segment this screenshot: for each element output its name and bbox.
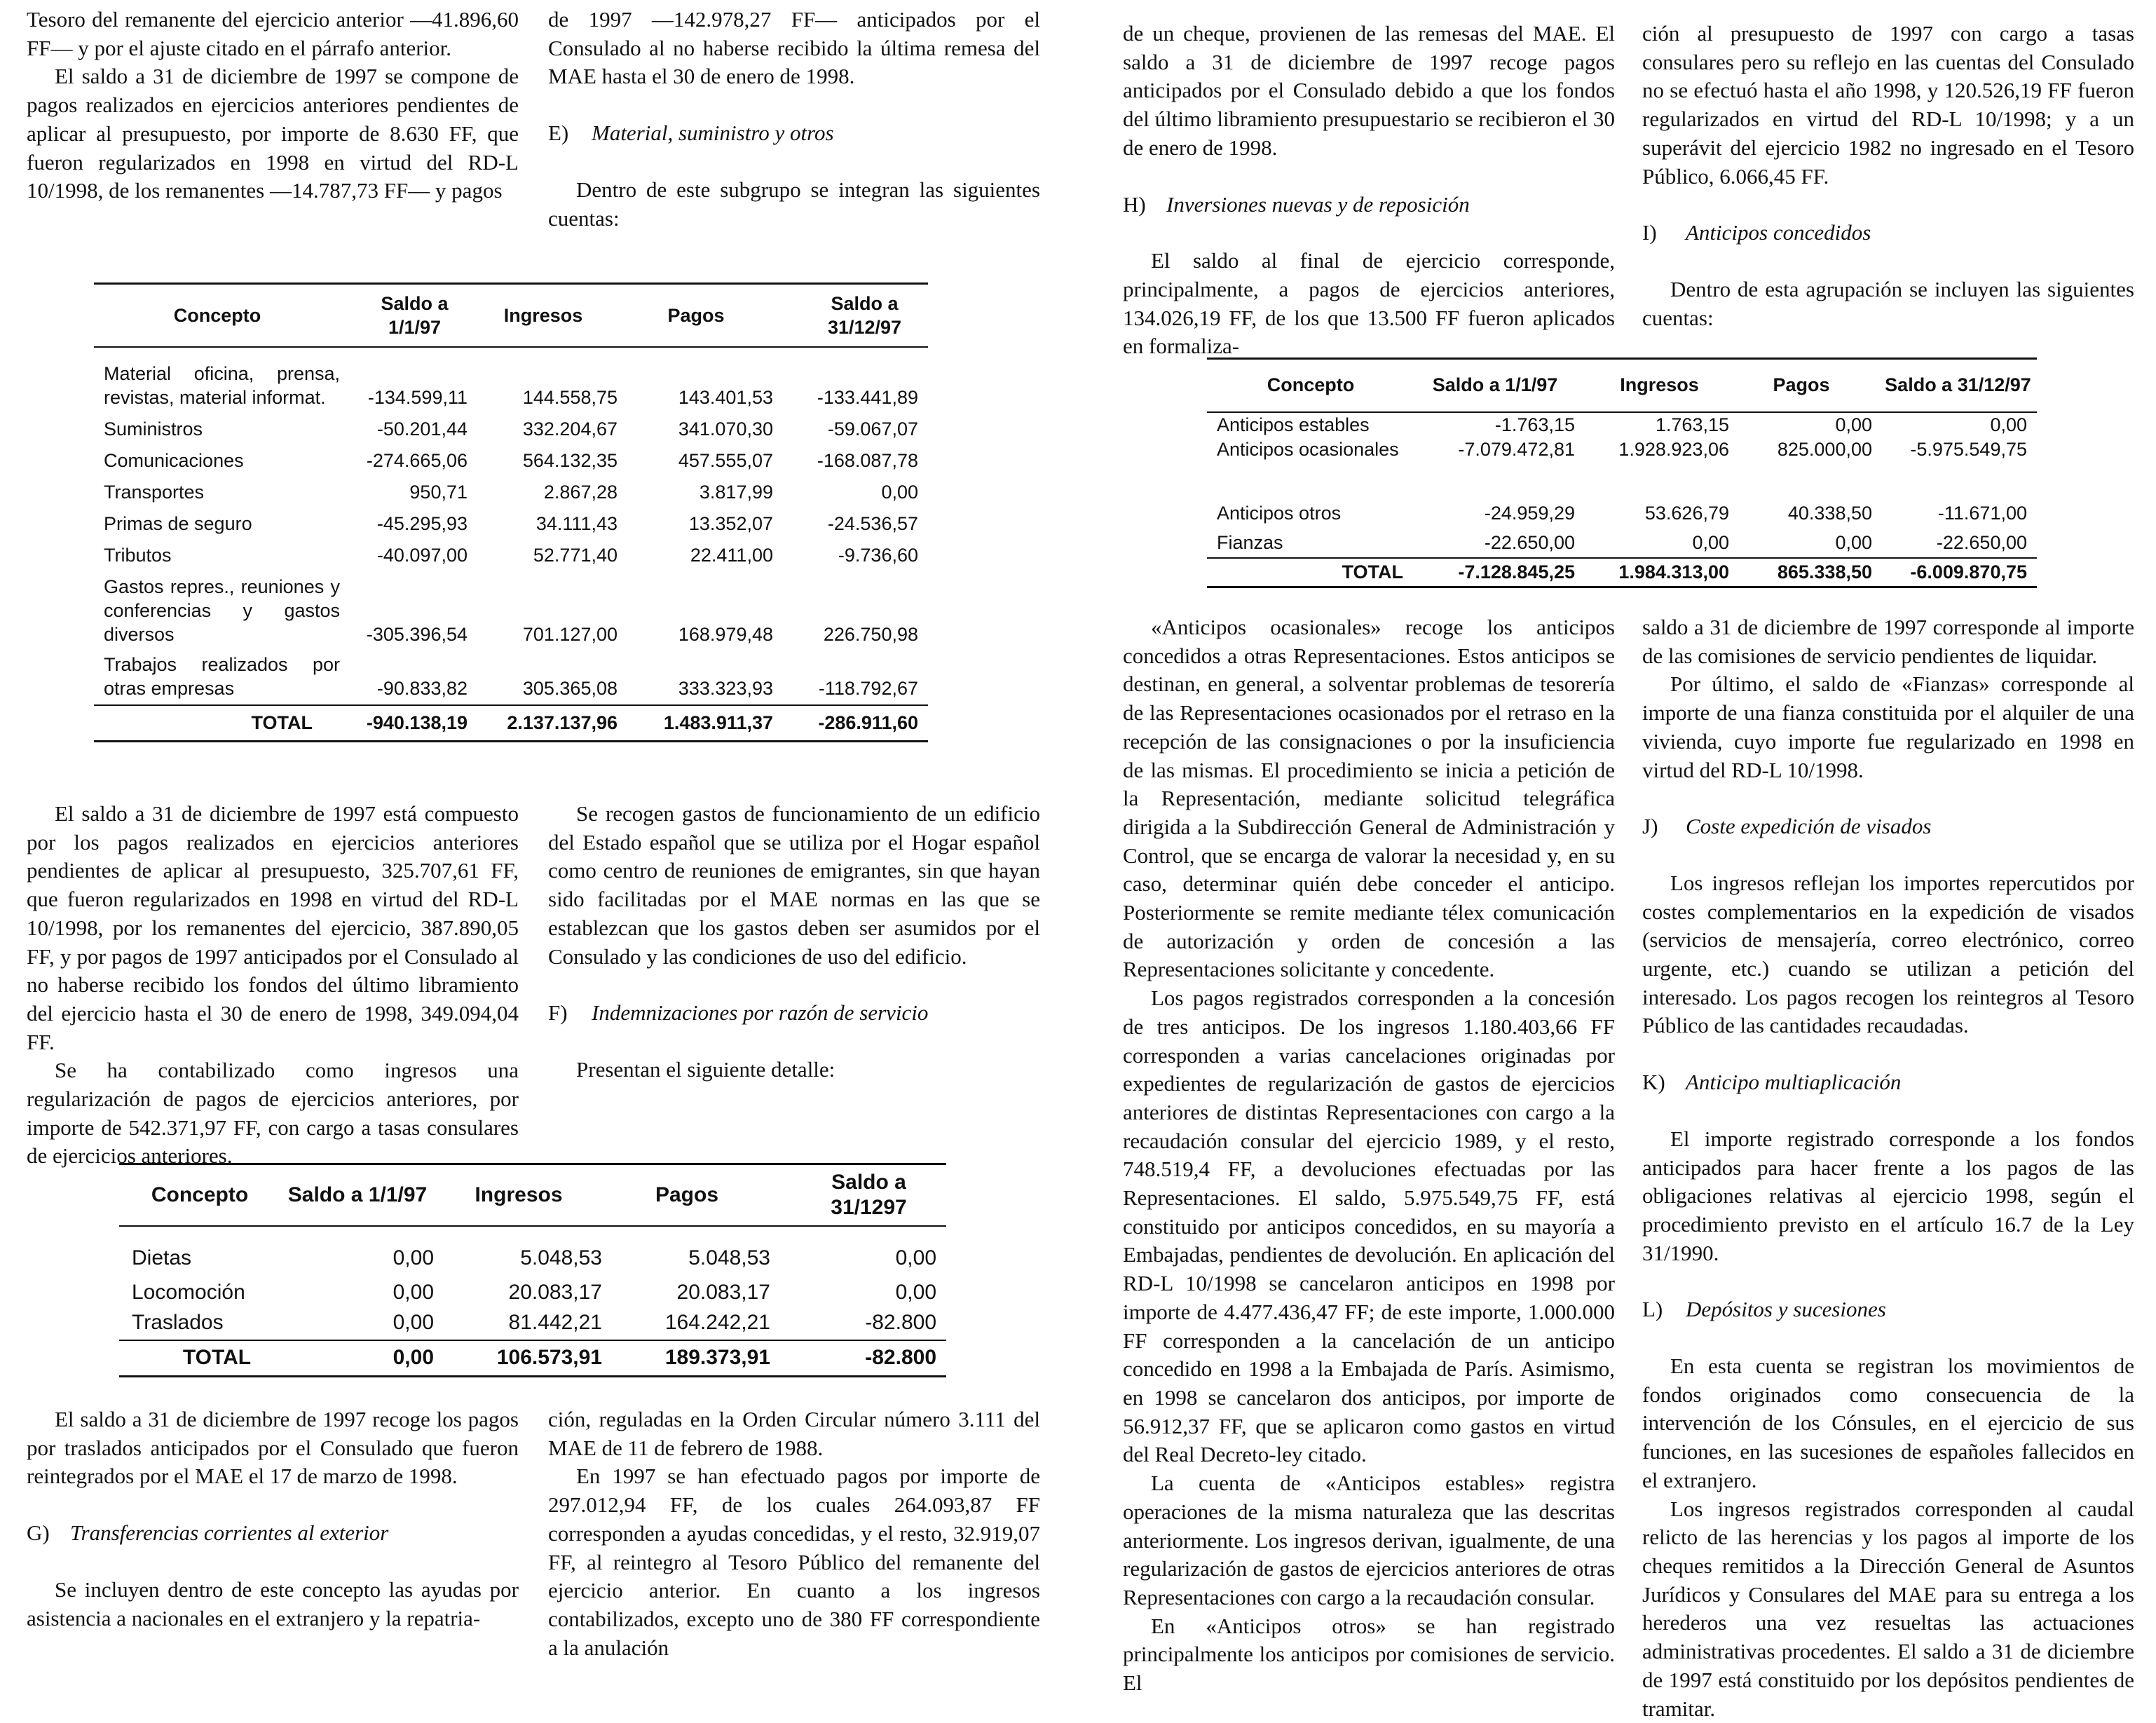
table-header: Concepto [1267, 374, 1355, 396]
paragraph: La cuenta de «Anticipos estables» registra operaciones de la misma naturaleza que las descritas anteriormente. Los ingresos derivan, igualmente, de una regularización de gastos de ejercicios anteriores de otras Representaciones con cargo a la recaudación consular. [1123, 1471, 1615, 1609]
table-row: Primas de seguro -45.295,93 34.111,43 13.352,07 -24.536,57 [104, 512, 918, 534]
paragraph: ción, reguladas en la Orden Circular número 3.111 del MAE de 11 de febrero de 1988. [548, 1407, 1040, 1460]
section-heading-l: L) Depósitos y sucesiones [1642, 1297, 1886, 1322]
right-col2-bottom [1642, 613, 2134, 1723]
table-header: Saldo a 1/1/97 [1432, 374, 1558, 396]
paragraph: El saldo a 31 de diciembre de 1997 se compone de pagos realizados en ejercicios anteriores pendientes de aplicar al presupuesto, por importe de 8.630 FF, que fueron regularizados en 1998 en virtud del RD-L 10/1998, de los remanentes —14.787,73 FF— y pagos [27, 64, 519, 203]
paragraph: Presentan el siguiente detalle: [576, 1056, 835, 1082]
table-anticipos-concedidos [1207, 357, 2037, 588]
table-header: Saldo a 1/1/97 [287, 1183, 428, 1206]
section-heading-j: J) Coste expedición de visados [1642, 814, 1932, 839]
table-header: Ingresos [475, 1183, 563, 1206]
table-row: Anticipos ocasionales -7.079.472,81 1.928.923,06 825.000,00 -5.975.549,75 [1217, 438, 2027, 460]
paragraph: saldo a 31 de diciembre de 1997 corresponde al importe de las comisiones de servicio pendientes de liquidar. [1642, 615, 2134, 668]
table-total-row: TOTAL -7.128.845,25 1.984.313,00 865.338,50 -6.009.870,75 [1342, 561, 2027, 583]
paragraph: El saldo a 31 de diciembre de 1997 está compuesto por los pagos realizados en ejercicios anteriores pendientes de aplicar al presupuesto, 325.707,61 FF, que fueron regularizados en 1998 en virtud del RD-L 10/1998, por los remanentes del ejercicio, 387.890,05 FF, y por pagos de 1997 anticipados por el Consulado al no haberse recibido los fondos del último libramiento del ejercicio hasta el 30 de enero de 1998, 349.094,04 FF. [27, 801, 519, 1054]
paragraph: de 1997 —142.978,27 FF— anticipados por el Consulado al no haberse recibido la última remesa del MAE hasta el 30 de enero de 1998. [548, 7, 1040, 89]
table-header: Pagos [655, 1183, 719, 1206]
paragraph: El saldo a 31 de diciembre de 1997 recoge los pagos por traslados anticipados por el Consulado que fueron reintegrados por el MAE el 17 de marzo de 1998. [27, 1407, 519, 1489]
paragraph: ción al presupuesto de 1997 con cargo a tasas consulares pero su reflejo en las cuentas del Consulado no se efectuó hasta el año 1998, y 120.526,19 FF fueron regularizados en virtud del RD-L 10/1998; y a un superávit del ejercicio 1982 no ingresado en el Tesoro Público, 6.066,45 FF. [1642, 21, 2134, 189]
paragraph: Tesoro del remanente del ejercicio anterior —41.896,60 FF— y por el ajuste citado en el párrafo anterior. [27, 7, 519, 60]
right-col1-top [1123, 20, 1615, 361]
section-heading-i: I) Anticipos concedidos [1642, 220, 1871, 245]
table-row: Gastos repres., reuniones y conferencias y gastos diversos -305.396,54 701.127,00 168.979,48 226.750,98 [104, 576, 918, 645]
paragraph: Los ingresos reflejan los importes repercutidos por costes complementarios en la expedición de visados (servicios de mensajería, correo electrónico, correo urgente, etc.) cuando se utilizan a petición del interesado. Los pagos recogen los reintegros al Tesoro Público de las cantidades recaudadas. [1642, 870, 2134, 1038]
table-row: Suministros -50.201,44 332.204,67 341.070,30 -59.067,07 [104, 418, 918, 440]
paragraph: Se incluyen dentro de este concepto las ayudas por asistencia a nacionales en el extranjero y la repatria- [27, 1576, 519, 1630]
right-col2-top [1642, 20, 2134, 332]
paragraph: En esta cuenta se registran los movimientos de fondos originados como consecuencia de la intervención de los Cónsules, en el ejercicio de sus funciones, en las sucesiones de españoles fallecidos en el extranjero. [1642, 1354, 2134, 1492]
paragraph: Los ingresos registrados corresponden al caudal relicto de las herencias y los pagos al importe de los cheques remitidos a la Dirección General de Asuntos Jurídicos y Consulares del MAE para su entrega a los herederos una vez resueltas las actuaciones administrativas procedentes. El saldo a 31 de diciembre de 1997 está constituido por los depósitos pendientes de tramitar. [1642, 1496, 2134, 1721]
table-header: Concepto [173, 304, 261, 326]
table-header: Saldo a 31/12/97 [827, 292, 902, 338]
paragraph: Los pagos registrados corresponden a la concesión de tres anticipos. De los ingresos 1.180.403,66 FF corresponden a varias cancelaciones originadas por expedientes de regularización de gastos de ejercicios anteriores de distintas Representaciones con cargo a la recaudación consular del ejercicio 1989, y el resto, 748.519,4 FF, a devoluciones efectuadas por las Representaciones. El saldo, 5.975.549,75 FF, está constituido por anticipos concedidos, en su mayoría a Embajadas, pendientes de devolución. En aplicación del RD-L 10/1998 se cancelaron anticipos en 1998 por importe de 4.477.436,47 FF; de este importe, 1.000.000 FF corresponden a la cancelación de un anticipo concedido en 1998 a la Embajada de París. Asimismo, en 1998 se cancelaron dos anticipos, por importe de 56.912,37 FF, que se aplicaron como gastos en virtud del Real Decreto-ley citado. [1123, 986, 1615, 1467]
table-total-row: TOTAL -940.138,19 2.137.137,96 1.483.911,37 -286.911,60 [251, 712, 918, 734]
paragraph: En «Anticipos otros» se han registrado principalmente los anticipos por comisiones de servicio. El [1123, 1613, 1615, 1696]
table-row: Locomoción 0,00 20.083,17 20.083,17 0,00 [132, 1280, 936, 1304]
right-col1-bottom [1123, 613, 1615, 1698]
section-heading-k: K) Anticipo multiaplicación [1642, 1070, 1902, 1095]
table-row: Comunicaciones -274.665,06 564.132,35 457.555,07 -168.087,78 [104, 449, 918, 471]
left-col1-mid [27, 800, 519, 1171]
left-col1-top [27, 6, 519, 205]
paragraph: «Anticipos ocasionales» recoge los anticipos concedidos a otras Representaciones. Estos anticipos se destinan, en general, a solventar problemas de tesorería de las Representaciones ocasionados por el retraso en la recepción de las consignaciones o por la insuficiencia de las mismas. El procedimiento se inicia a petición de la Representación, mediante solicitud telegráfica dirigida a la Subdirección General de Administración y Control, que se encarga de valorar la necesidad y, en su caso, determinar quién debe conceder el anticipo. Posteriormente se remite mediante télex comunicación de autorización y orden de concesión a las Representaciones solicitante y concedente. [1123, 615, 1615, 982]
table-header: Concepto [151, 1183, 249, 1206]
paragraph: Se recogen gastos de funcionamiento de un edificio del Estado español que se utiliza por el Hogar español como centro de reuniones de emigrantes, sin que hayan sido facilitadas por el MAE normas en las que se establezcan que los gastos deben ser asumidos por el Consulado y las condiciones de uso del edificio. [548, 801, 1040, 969]
section-heading-h: H) Inversiones nuevas y de reposición [1123, 191, 1470, 217]
table-row: Trabajos realizados por otras empresas -90.833,82 305.365,08 333.323,93 -118.792,67 [94, 647, 928, 705]
table-header: Saldo a 1/1/97 [381, 292, 449, 338]
table-total-row: TOTAL 0,00 106.573,91 189.373,91 -82.800 [182, 1346, 936, 1370]
paragraph: Por último, el saldo de «Fianzas» corresponde al importe de una fianza constituida por el alquiler de una vivienda, cuyo importe fue regularizado en 1998 en virtud del RD-L 10/1998. [1642, 672, 2134, 782]
left-col2-mid [548, 800, 1040, 1084]
paragraph: El importe registrado corresponde a los fondos anticipados para hacer frente a los pagos de las obligaciones relativas al ejercicio 1998, según el procedimiento previsto en el artículo 16.7 de la Ley 31/1990. [1642, 1126, 2134, 1265]
section-heading-f: F) Indemnizaciones por razón de servicio [548, 1000, 929, 1026]
table-row: Anticipos otros -24.959,29 53.626,79 40.338,50 -11.671,00 [1217, 502, 2027, 524]
table-row: Anticipos estables -1.763,15 1.763,15 0,00 0,00 [1217, 414, 2027, 435]
table-material-suministro [94, 282, 928, 742]
left-col2-bottom [548, 1405, 1040, 1662]
paragraph: Dentro de este subgrupo se integran las siguientes cuentas: [548, 177, 1040, 231]
table-header: Pagos [667, 304, 725, 326]
left-col2-top [548, 6, 1040, 233]
table-header: Ingresos [503, 304, 583, 326]
table-row: Fianzas -22.650,00 0,00 0,00 -22.650,00 [1207, 526, 2037, 558]
table-row: Tributos -40.097,00 52.771,40 22.411,00 -9.736,60 [104, 544, 918, 566]
table-row: Dietas 0,00 5.048,53 5.048,53 0,00 [132, 1246, 936, 1269]
section-heading-e: E) Material, suministro y otros [548, 121, 834, 146]
paragraph: Se ha contabilizado como ingresos una regularización de pagos de ejercicios anteriores, por importe de 542.371,97 FF, con cargo a tasas consulares de ejercicios anteriores. [27, 1058, 519, 1169]
table-row: Material oficina, prensa, revistas, material informat. -134.599,11 144.558,75 143.401,53 -133.441,89 [104, 362, 918, 408]
paragraph: El saldo al final de ejercicio corresponde, principalmente, a pagos de ejercicios anteriores, 134.026,19 FF, de los que 13.500 FF fueron aplicados en formaliza- [1123, 248, 1615, 359]
table-indemnizaciones [119, 1163, 946, 1377]
paragraph: Dentro de esta agrupación se incluyen las siguientes cuentas: [1642, 276, 2134, 330]
table-header: Saldo a 31/1297 [831, 1170, 907, 1219]
left-col1-bottom [27, 1405, 519, 1633]
table-header: Pagos [1773, 374, 1830, 396]
table-header: Ingresos [1620, 374, 1699, 396]
table-row: Traslados 0,00 81.442,21 164.242,21 -82.800 [119, 1306, 946, 1340]
table-row: Transportes 950,71 2.867,28 3.817,99 0,00 [104, 481, 918, 503]
paragraph: de un cheque, provienen de las remesas del MAE. El saldo a 31 de diciembre de 1997 recoge pagos anticipados por el Consulado debido a que los fondos del último libramiento presupuestario se recibieron el 30 de enero de 1998. [1123, 21, 1615, 160]
paragraph: En 1997 se han efectuado pagos por importe de 297.012,94 FF, de los cuales 264.093,87 FF corresponden a ayudas concedidas, y el resto, 32.919,07 FF, al reintegro al Tesoro Público del remanente del ejercicio anterior. En cuanto a los ingresos contabilizados, excepto uno de 380 FF correspondiente a la anulación [548, 1464, 1040, 1660]
table-header: Saldo a 31/12/97 [1885, 374, 2031, 396]
section-heading-g: G) Transferencias corrientes al exterior [27, 1520, 389, 1546]
